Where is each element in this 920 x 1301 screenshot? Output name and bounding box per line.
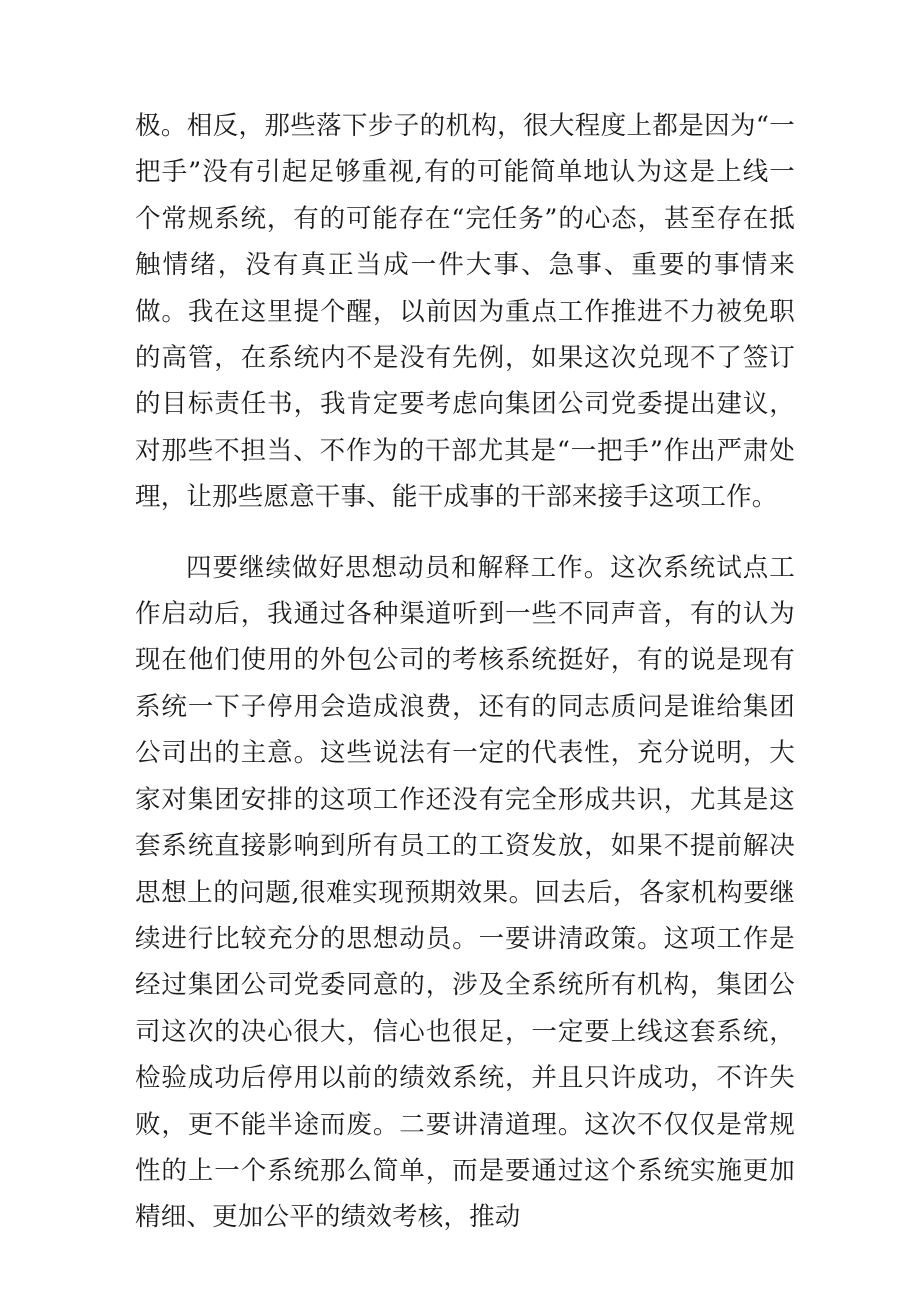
paragraph-section-four: 四要继续做好思想动员和解释工作。这次系统试点工作启动后，我通过各种渠道听到一些不同声音，有的认为现在他们使用的外包公司的考核系统挺好，有的说是现有系统一下子停用会造成浪费，还有的同志质问是谁给集团公司出的主意。这些说法有一定的代表性，充分说明，大家对集团安排的这项工作还没有完全形成共识，尤其是这套系统直接影响到所有员工的工资发放，如果不提前解决思想上的问题,很难实现预期效果。回去后，各家机构要继续进行比较充分的思想动员。一要讲清政策。这项工作是经过集团公司党委同意的，涉及全系统所有机构，集团公司这次的决心很大，信心也很足，一定要上线这套系统，检验成功后停用以前的绩效系统，并且只许成功，不许失败，更不能半途而废。二要讲清道理。这次不仅仅是常规性的上一个系统那么简单，而是要通过这个系统实施更加精细、更加公平的绩效考核，推动 (135, 552, 795, 1233)
document-body (135, 103, 795, 1241)
paragraph-continuation: 极。相反，那些落下步子的机构，很大程度上都是因为“一把手”没有引起足够重视,有的可能简单地认为这是上线一个常规系统，有的可能存在“完任务”的心态，甚至存在抵触情绪，没有真正当成一件大事、急事、重要的事情来做。我在这里提个醒，以前因为重点工作推进不力被免职的高管，在系统内不是没有先例，如果这次兑现不了签订的目标责任书，我肯定要考虑向集团公司党委提出建议，对那些不担当、不作为的干部尤其是“一把手”作出严肃处理，让那些愿意干事、能干成事的干部来接手这项工作。 (135, 111, 795, 513)
